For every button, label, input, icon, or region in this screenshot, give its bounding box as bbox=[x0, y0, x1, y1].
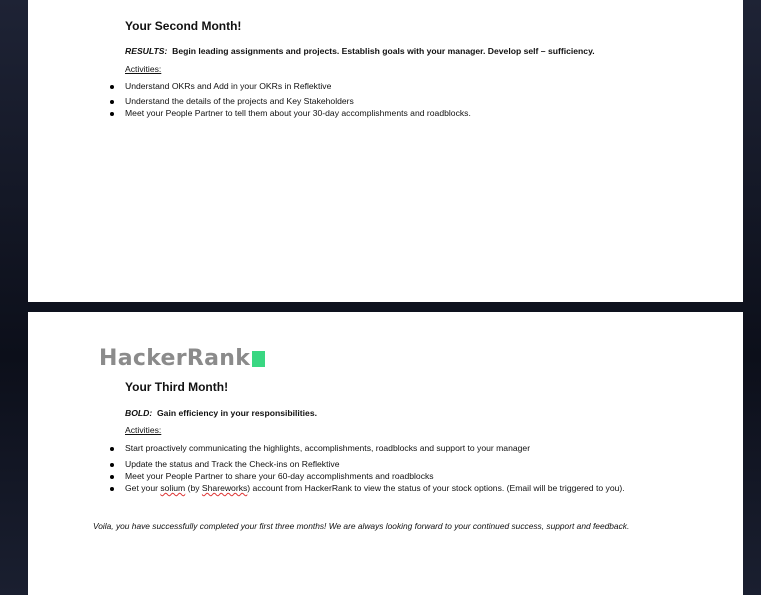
list-item: Start proactively communicating the highlights, accomplishments, roadblocks and support to your manager bbox=[106, 443, 625, 453]
results-label: RESULTS: bbox=[125, 46, 168, 56]
second-month-activities-label: Activities: bbox=[125, 64, 162, 74]
document-page-1 bbox=[28, 0, 743, 302]
results-text: Begin leading assignments and projects. Establish goals with your manager. Develop self – sufficiency. bbox=[172, 46, 595, 56]
bold-label: BOLD: bbox=[125, 408, 153, 418]
second-month-activity-list bbox=[106, 81, 471, 118]
document-page-2 bbox=[28, 312, 743, 595]
bold-text: Gain efficiency in your responsibilities. bbox=[157, 408, 317, 418]
second-month-results bbox=[125, 46, 595, 56]
item-text: (by bbox=[185, 483, 202, 493]
item-text: ) account from HackerRank to view the status of your stock options. (Email will be triggered to you). bbox=[247, 483, 625, 493]
hackerrank-logo bbox=[99, 348, 265, 370]
list-item: Update the status and Track the Check-ins on Reflektive bbox=[106, 459, 625, 469]
second-month-title: Your Second Month! bbox=[125, 19, 242, 33]
logo-square-icon bbox=[252, 351, 265, 367]
closing-message: Voila, you have successfully completed your first three months! We are always looking forward to your continued success, support and feedback. bbox=[93, 521, 630, 531]
list-item: Meet your People Partner to share your 60-day accomplishments and roadblocks bbox=[106, 471, 625, 481]
list-item: Meet your People Partner to tell them about your 30-day accomplishments and roadblocks. bbox=[106, 108, 471, 118]
item-text: Get your bbox=[125, 483, 161, 493]
solium-word: solium bbox=[160, 483, 186, 493]
list-item: Understand OKRs and Add in your OKRs in Reflektive bbox=[106, 81, 471, 91]
logo-text: HackerRank bbox=[99, 346, 251, 371]
list-item: Understand the details of the projects and Key Stakeholders bbox=[106, 96, 471, 106]
list-item bbox=[106, 483, 625, 493]
shareworks-word: Shareworks bbox=[201, 483, 248, 493]
third-month-activity-list bbox=[106, 443, 625, 493]
third-month-title: Your Third Month! bbox=[125, 380, 229, 394]
third-month-goal bbox=[125, 408, 317, 418]
third-month-activities-label: Activities: bbox=[125, 425, 162, 435]
